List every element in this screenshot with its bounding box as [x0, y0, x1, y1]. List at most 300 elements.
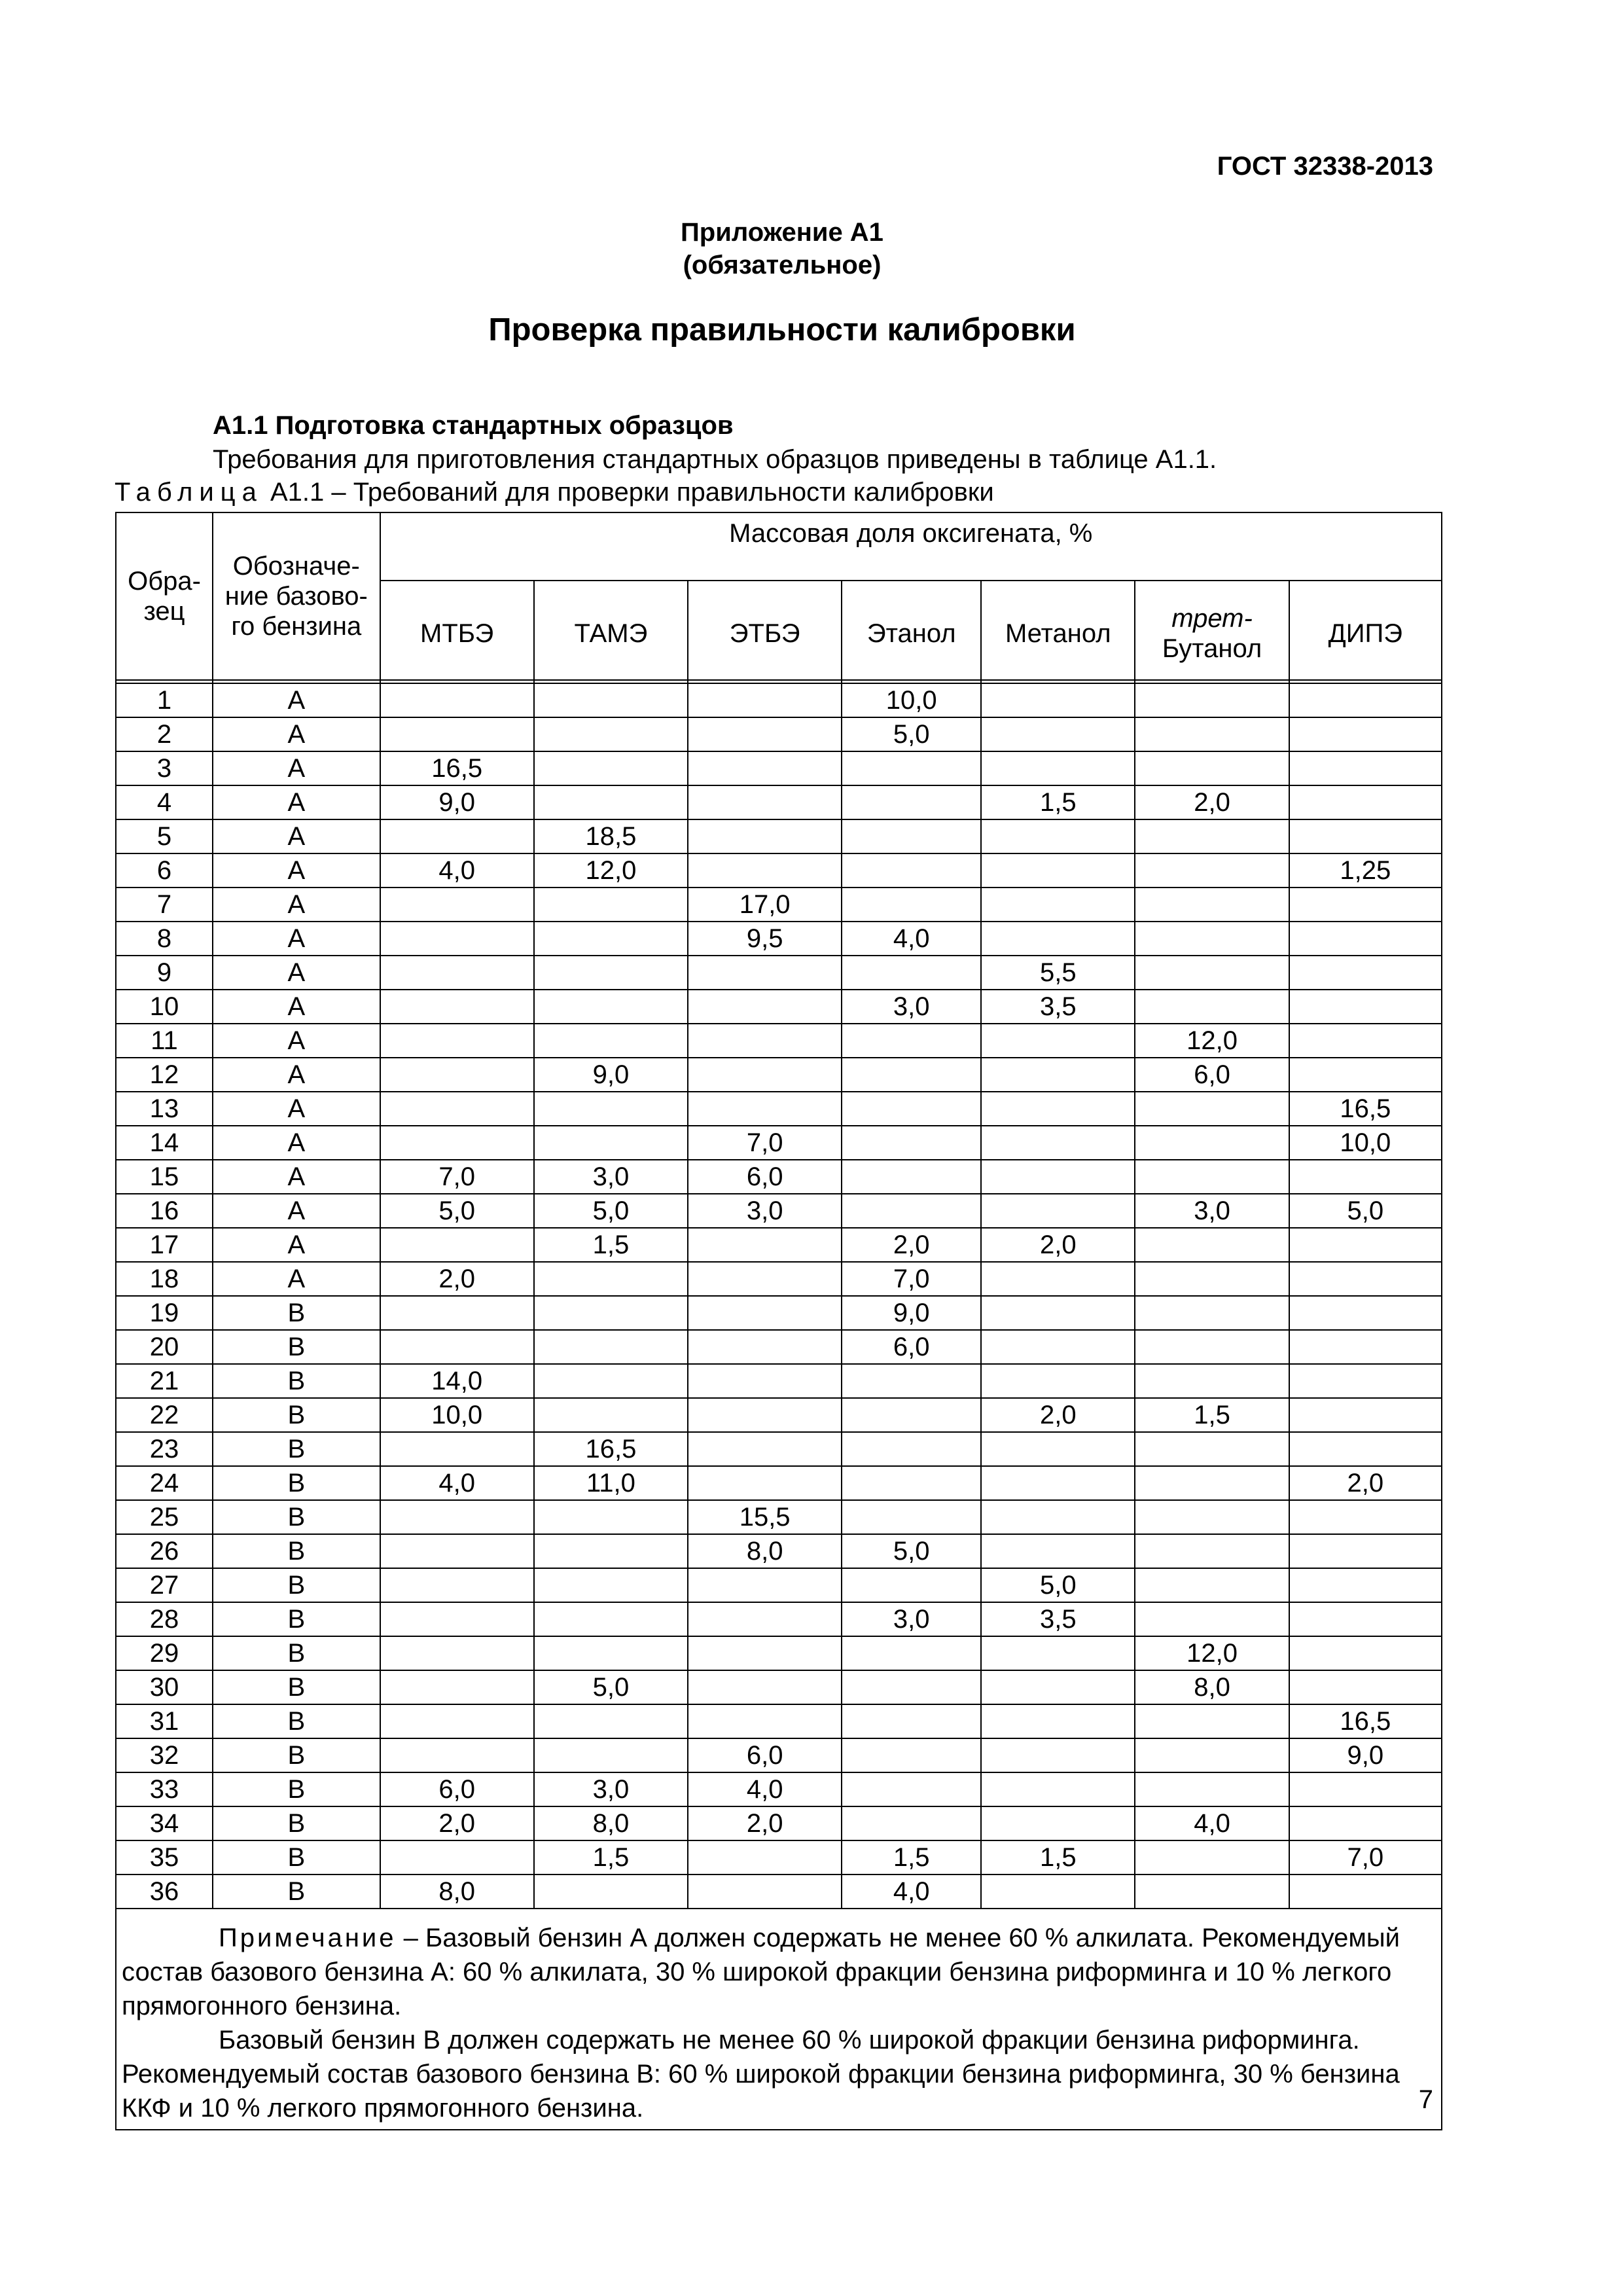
- value-cell: 10,0: [380, 1398, 534, 1432]
- value-cell: [1289, 1432, 1442, 1466]
- value-cell: 4,0: [1135, 1806, 1289, 1840]
- value-cell: [534, 785, 688, 819]
- value-cell: [842, 819, 981, 853]
- sample-number-cell: 5: [116, 819, 213, 853]
- value-cell: [842, 1092, 981, 1126]
- base-gasoline-cell: А: [213, 785, 380, 819]
- value-cell: [842, 1568, 981, 1602]
- value-cell: [842, 1670, 981, 1704]
- value-cell: [688, 1432, 842, 1466]
- table-row: [116, 1670, 1442, 1704]
- value-cell: 8,0: [534, 1806, 688, 1840]
- value-cell: [380, 1704, 534, 1738]
- value-cell: [1289, 1296, 1442, 1330]
- value-cell: [1289, 717, 1442, 751]
- value-cell: [534, 1092, 688, 1126]
- table-row: [116, 1160, 1442, 1194]
- value-cell: [1135, 1466, 1289, 1500]
- table-caption: [115, 478, 994, 507]
- table-row: [116, 717, 1442, 751]
- base-gasoline-cell: А: [213, 888, 380, 922]
- value-cell: [1289, 1262, 1442, 1296]
- value-cell: [842, 1024, 981, 1058]
- value-cell: [688, 1330, 842, 1364]
- base-gasoline-cell: В: [213, 1704, 380, 1738]
- value-cell: 10,0: [842, 683, 981, 717]
- value-cell: [380, 1738, 534, 1772]
- value-cell: [380, 1296, 534, 1330]
- value-cell: 7,0: [380, 1160, 534, 1194]
- value-cell: 3,5: [981, 1602, 1135, 1636]
- value-cell: [981, 922, 1135, 956]
- value-cell: [1289, 1874, 1442, 1909]
- value-cell: [380, 1636, 534, 1670]
- value-cell: [534, 956, 688, 990]
- base-gasoline-cell: А: [213, 1024, 380, 1058]
- value-cell: 16,5: [1289, 1704, 1442, 1738]
- value-cell: 18,5: [534, 819, 688, 853]
- value-cell: [1135, 1534, 1289, 1568]
- appendix-status: (обязательное): [683, 251, 882, 279]
- value-cell: [1135, 1704, 1289, 1738]
- value-cell: [1289, 1398, 1442, 1432]
- value-cell: [842, 1126, 981, 1160]
- value-cell: [1289, 1636, 1442, 1670]
- value-cell: 16,5: [380, 751, 534, 785]
- col-base-header: [213, 512, 380, 680]
- value-cell: 9,0: [842, 1296, 981, 1330]
- value-cell: [688, 1840, 842, 1874]
- value-cell: [981, 751, 1135, 785]
- sample-number-cell: 14: [116, 1126, 213, 1160]
- base-gasoline-cell: А: [213, 1228, 380, 1262]
- value-cell: 2,0: [1289, 1466, 1442, 1500]
- sample-number-cell: 10: [116, 990, 213, 1024]
- table-row: [116, 819, 1442, 853]
- value-cell: [688, 1058, 842, 1092]
- value-cell: [380, 1432, 534, 1466]
- header-row-group: [116, 512, 1442, 581]
- value-cell: [534, 1024, 688, 1058]
- base-gasoline-cell: В: [213, 1398, 380, 1432]
- value-cell: 1,5: [981, 1840, 1135, 1874]
- value-cell: [688, 1704, 842, 1738]
- table-row: [116, 1330, 1442, 1364]
- col-methanol-header: Метанол: [981, 581, 1135, 680]
- base-gasoline-cell: В: [213, 1296, 380, 1330]
- value-cell: [842, 751, 981, 785]
- value-cell: [534, 1126, 688, 1160]
- table-row: [116, 1194, 1442, 1228]
- value-cell: [981, 1874, 1135, 1909]
- table-caption-prefix: Таблица: [115, 478, 263, 507]
- table-row: [116, 990, 1442, 1024]
- page-number: 7: [1418, 2085, 1433, 2114]
- sample-number-cell: 23: [116, 1432, 213, 1466]
- col-base-line2: ние базово-: [224, 582, 368, 611]
- value-cell: [981, 1772, 1135, 1806]
- sample-number-cell: 17: [116, 1228, 213, 1262]
- value-cell: [981, 1466, 1135, 1500]
- value-cell: [1135, 1296, 1289, 1330]
- value-cell: 5,0: [534, 1194, 688, 1228]
- value-cell: [1289, 888, 1442, 922]
- value-cell: [688, 853, 842, 888]
- value-cell: [534, 1534, 688, 1568]
- value-cell: [842, 1058, 981, 1092]
- value-cell: [688, 1874, 842, 1909]
- value-cell: [1289, 922, 1442, 956]
- value-cell: 5,0: [534, 1670, 688, 1704]
- value-cell: [981, 1092, 1135, 1126]
- value-cell: [688, 683, 842, 717]
- sample-number-cell: 7: [116, 888, 213, 922]
- value-cell: [380, 717, 534, 751]
- value-cell: [534, 1262, 688, 1296]
- sample-number-cell: 30: [116, 1670, 213, 1704]
- base-gasoline-cell: В: [213, 1636, 380, 1670]
- table-row: [116, 853, 1442, 888]
- value-cell: [688, 1636, 842, 1670]
- note-paragraph-1: – Базовый бензин А должен содержать не менее 60 % алкилата. Рекомендуемый состав базового бензина А: 60 % алкилата, 30 % широкой фракции бензина риформинга и 10 % легкого прямогонного бензина.: [122, 1924, 1400, 2020]
- value-cell: [380, 683, 534, 717]
- base-gasoline-cell: А: [213, 1160, 380, 1194]
- value-cell: [981, 1670, 1135, 1704]
- sample-number-cell: 21: [116, 1364, 213, 1398]
- value-cell: [1135, 1602, 1289, 1636]
- value-cell: [981, 1262, 1135, 1296]
- value-cell: [842, 1364, 981, 1398]
- base-gasoline-cell: В: [213, 1432, 380, 1466]
- col-butanol-label: Бутанол: [1162, 634, 1262, 663]
- value-cell: [1135, 956, 1289, 990]
- base-gasoline-cell: В: [213, 1466, 380, 1500]
- sample-number-cell: 8: [116, 922, 213, 956]
- value-cell: [688, 1092, 842, 1126]
- value-cell: 4,0: [842, 1874, 981, 1909]
- section-intro: Требования для приготовления стандартных образцов приведены в таблице А1.1.: [213, 445, 1217, 474]
- value-cell: 1,5: [534, 1228, 688, 1262]
- value-cell: [1135, 1228, 1289, 1262]
- table-row: [116, 1772, 1442, 1806]
- value-cell: 9,0: [380, 785, 534, 819]
- base-gasoline-cell: В: [213, 1364, 380, 1398]
- value-cell: 2,0: [981, 1398, 1135, 1432]
- value-cell: [534, 888, 688, 922]
- col-tame-header: ТАМЭ: [534, 581, 688, 680]
- col-base-line1: Обозначе-: [232, 552, 360, 581]
- value-cell: [534, 751, 688, 785]
- base-gasoline-cell: А: [213, 751, 380, 785]
- value-cell: [688, 1466, 842, 1500]
- value-cell: [1289, 990, 1442, 1024]
- value-cell: 5,0: [842, 717, 981, 751]
- value-cell: [688, 1296, 842, 1330]
- table-row: [116, 1874, 1442, 1909]
- value-cell: [1135, 1840, 1289, 1874]
- value-cell: 7,0: [842, 1262, 981, 1296]
- value-cell: [534, 1364, 688, 1398]
- value-cell: 16,5: [534, 1432, 688, 1466]
- value-cell: [688, 1398, 842, 1432]
- value-cell: [981, 1058, 1135, 1092]
- value-cell: [981, 1160, 1135, 1194]
- value-cell: 8,0: [380, 1874, 534, 1909]
- value-cell: [842, 1704, 981, 1738]
- col-ethanol-header: Этанол: [842, 581, 981, 680]
- table-row: [116, 1466, 1442, 1500]
- table-row: [116, 683, 1442, 717]
- value-cell: 6,0: [1135, 1058, 1289, 1092]
- value-cell: [1135, 1772, 1289, 1806]
- value-cell: [842, 1466, 981, 1500]
- appendix-title: Приложение А1: [681, 218, 883, 247]
- value-cell: [380, 1568, 534, 1602]
- sample-number-cell: 1: [116, 683, 213, 717]
- value-cell: [1135, 751, 1289, 785]
- table-row: [116, 785, 1442, 819]
- value-cell: 6,0: [380, 1772, 534, 1806]
- value-cell: 3,0: [534, 1160, 688, 1194]
- col-dipe-header: ДИПЭ: [1289, 581, 1442, 680]
- value-cell: 2,0: [842, 1228, 981, 1262]
- table-caption-text: А1.1 – Требований для проверки правильности калибровки: [262, 478, 994, 507]
- value-cell: [380, 1840, 534, 1874]
- value-cell: [534, 1704, 688, 1738]
- value-cell: 14,0: [380, 1364, 534, 1398]
- value-cell: [1135, 1160, 1289, 1194]
- value-cell: [842, 1772, 981, 1806]
- table-row: [116, 1092, 1442, 1126]
- value-cell: [1135, 1092, 1289, 1126]
- table-row: [116, 1568, 1442, 1602]
- value-cell: 1,5: [534, 1840, 688, 1874]
- value-cell: [1135, 1500, 1289, 1534]
- value-cell: [688, 990, 842, 1024]
- table-row: [116, 922, 1442, 956]
- value-cell: 16,5: [1289, 1092, 1442, 1126]
- value-cell: [1289, 819, 1442, 853]
- value-cell: [534, 1398, 688, 1432]
- value-cell: [688, 1670, 842, 1704]
- standard-id: ГОСТ 32338-2013: [1217, 152, 1433, 181]
- value-cell: [981, 1194, 1135, 1228]
- value-cell: [534, 683, 688, 717]
- sample-number-cell: 19: [116, 1296, 213, 1330]
- value-cell: [981, 1364, 1135, 1398]
- value-cell: [688, 717, 842, 751]
- value-cell: 7,0: [688, 1126, 842, 1160]
- table-row: [116, 751, 1442, 785]
- value-cell: [1135, 1568, 1289, 1602]
- value-cell: 5,0: [1289, 1194, 1442, 1228]
- value-cell: [534, 990, 688, 1024]
- value-cell: [842, 1194, 981, 1228]
- value-cell: [842, 1636, 981, 1670]
- value-cell: 5,0: [380, 1194, 534, 1228]
- value-cell: [534, 1500, 688, 1534]
- value-cell: 2,0: [688, 1806, 842, 1840]
- base-gasoline-cell: В: [213, 1534, 380, 1568]
- base-gasoline-cell: А: [213, 1194, 380, 1228]
- value-cell: 9,0: [1289, 1738, 1442, 1772]
- value-cell: [534, 1874, 688, 1909]
- base-gasoline-cell: В: [213, 1330, 380, 1364]
- table-row: [116, 888, 1442, 922]
- table-row: [116, 1704, 1442, 1738]
- value-cell: [534, 922, 688, 956]
- sample-number-cell: 11: [116, 1024, 213, 1058]
- value-cell: [1289, 1160, 1442, 1194]
- sample-number-cell: 15: [116, 1160, 213, 1194]
- value-cell: [1135, 819, 1289, 853]
- table-body: [116, 680, 1442, 1909]
- sample-number-cell: 9: [116, 956, 213, 990]
- col-tert-prefix: трет-: [1171, 604, 1253, 633]
- col-sample-line2: зец: [143, 597, 185, 626]
- value-cell: 2,0: [1135, 785, 1289, 819]
- sample-number-cell: 12: [116, 1058, 213, 1092]
- value-cell: 9,5: [688, 922, 842, 956]
- table-row: [116, 1500, 1442, 1534]
- value-cell: [1135, 1874, 1289, 1909]
- value-cell: 3,0: [842, 990, 981, 1024]
- sample-number-cell: 20: [116, 1330, 213, 1364]
- value-cell: [688, 1024, 842, 1058]
- col-sample-line1: Обра-: [128, 567, 201, 596]
- value-cell: [380, 990, 534, 1024]
- table-row: [116, 1806, 1442, 1840]
- sample-number-cell: 27: [116, 1568, 213, 1602]
- value-cell: [688, 1568, 842, 1602]
- value-cell: [688, 1364, 842, 1398]
- value-cell: 1,25: [1289, 853, 1442, 888]
- value-cell: [380, 922, 534, 956]
- sample-number-cell: 3: [116, 751, 213, 785]
- sample-number-cell: 26: [116, 1534, 213, 1568]
- value-cell: 5,0: [842, 1534, 981, 1568]
- value-cell: 8,0: [688, 1534, 842, 1568]
- oxygenate-group-header: Массовая доля оксигената, %: [380, 512, 1442, 581]
- value-cell: 4,0: [380, 853, 534, 888]
- value-cell: 2,0: [380, 1806, 534, 1840]
- value-cell: [842, 1432, 981, 1466]
- value-cell: [1135, 990, 1289, 1024]
- value-cell: 7,0: [1289, 1840, 1442, 1874]
- table-note: [116, 1909, 1442, 2130]
- value-cell: [380, 1092, 534, 1126]
- value-cell: 11,0: [534, 1466, 688, 1500]
- value-cell: [842, 1160, 981, 1194]
- value-cell: [688, 819, 842, 853]
- value-cell: 5,0: [981, 1568, 1135, 1602]
- value-cell: 5,5: [981, 956, 1135, 990]
- value-cell: [842, 1398, 981, 1432]
- value-cell: [380, 956, 534, 990]
- value-cell: 6,0: [688, 1738, 842, 1772]
- value-cell: [981, 1024, 1135, 1058]
- value-cell: [534, 1296, 688, 1330]
- value-cell: [842, 785, 981, 819]
- value-cell: [534, 1636, 688, 1670]
- value-cell: [1289, 1058, 1442, 1092]
- value-cell: [1135, 922, 1289, 956]
- col-mtbe-header: МТБЭ: [380, 581, 534, 680]
- sample-number-cell: 34: [116, 1806, 213, 1840]
- sample-number-cell: 29: [116, 1636, 213, 1670]
- value-cell: [981, 853, 1135, 888]
- value-cell: 10,0: [1289, 1126, 1442, 1160]
- table-row: [116, 956, 1442, 990]
- value-cell: [688, 785, 842, 819]
- value-cell: [380, 888, 534, 922]
- value-cell: 8,0: [1135, 1670, 1289, 1704]
- value-cell: 1,5: [981, 785, 1135, 819]
- sample-number-cell: 35: [116, 1840, 213, 1874]
- base-gasoline-cell: А: [213, 1058, 380, 1092]
- value-cell: [981, 683, 1135, 717]
- sample-number-cell: 32: [116, 1738, 213, 1772]
- sample-number-cell: 6: [116, 853, 213, 888]
- base-gasoline-cell: В: [213, 1772, 380, 1806]
- value-cell: 6,0: [842, 1330, 981, 1364]
- value-cell: [1135, 717, 1289, 751]
- value-cell: [981, 1806, 1135, 1840]
- base-gasoline-cell: В: [213, 1738, 380, 1772]
- sample-number-cell: 22: [116, 1398, 213, 1432]
- calibration-table: [115, 512, 1442, 2130]
- sample-number-cell: 28: [116, 1602, 213, 1636]
- value-cell: [1289, 1228, 1442, 1262]
- value-cell: [1289, 1364, 1442, 1398]
- value-cell: [981, 1126, 1135, 1160]
- value-cell: 12,0: [1135, 1636, 1289, 1670]
- value-cell: [981, 1330, 1135, 1364]
- value-cell: 3,0: [534, 1772, 688, 1806]
- base-gasoline-cell: А: [213, 1262, 380, 1296]
- value-cell: [1135, 1126, 1289, 1160]
- base-gasoline-cell: В: [213, 1568, 380, 1602]
- value-cell: [842, 888, 981, 922]
- value-cell: [981, 888, 1135, 922]
- base-gasoline-cell: А: [213, 819, 380, 853]
- value-cell: [1289, 1330, 1442, 1364]
- sample-number-cell: 4: [116, 785, 213, 819]
- sample-number-cell: 33: [116, 1772, 213, 1806]
- value-cell: [842, 1500, 981, 1534]
- value-cell: [380, 1058, 534, 1092]
- value-cell: 4,0: [688, 1772, 842, 1806]
- value-cell: [380, 1024, 534, 1058]
- value-cell: [1289, 1670, 1442, 1704]
- base-gasoline-cell: В: [213, 1840, 380, 1874]
- base-gasoline-cell: В: [213, 1806, 380, 1840]
- value-cell: [1135, 1330, 1289, 1364]
- sample-number-cell: 31: [116, 1704, 213, 1738]
- value-cell: [534, 1568, 688, 1602]
- value-cell: [1135, 1262, 1289, 1296]
- table-row: [116, 1058, 1442, 1092]
- value-cell: [981, 1500, 1135, 1534]
- sample-number-cell: 25: [116, 1500, 213, 1534]
- value-cell: 3,0: [1135, 1194, 1289, 1228]
- value-cell: [380, 1126, 534, 1160]
- value-cell: [1289, 956, 1442, 990]
- value-cell: [1135, 853, 1289, 888]
- value-cell: [1289, 1534, 1442, 1568]
- note-paragraph-2: Базовый бензин В должен содержать не менее 60 % широкой фракции бензина риформинга. Рекомендуемый состав базового бензина В: 60 % широкой фракции бензина риформинга, 30 % бензина ККФ и 10 % легкого прямогонного бензина.: [122, 2026, 1400, 2123]
- value-cell: [688, 1262, 842, 1296]
